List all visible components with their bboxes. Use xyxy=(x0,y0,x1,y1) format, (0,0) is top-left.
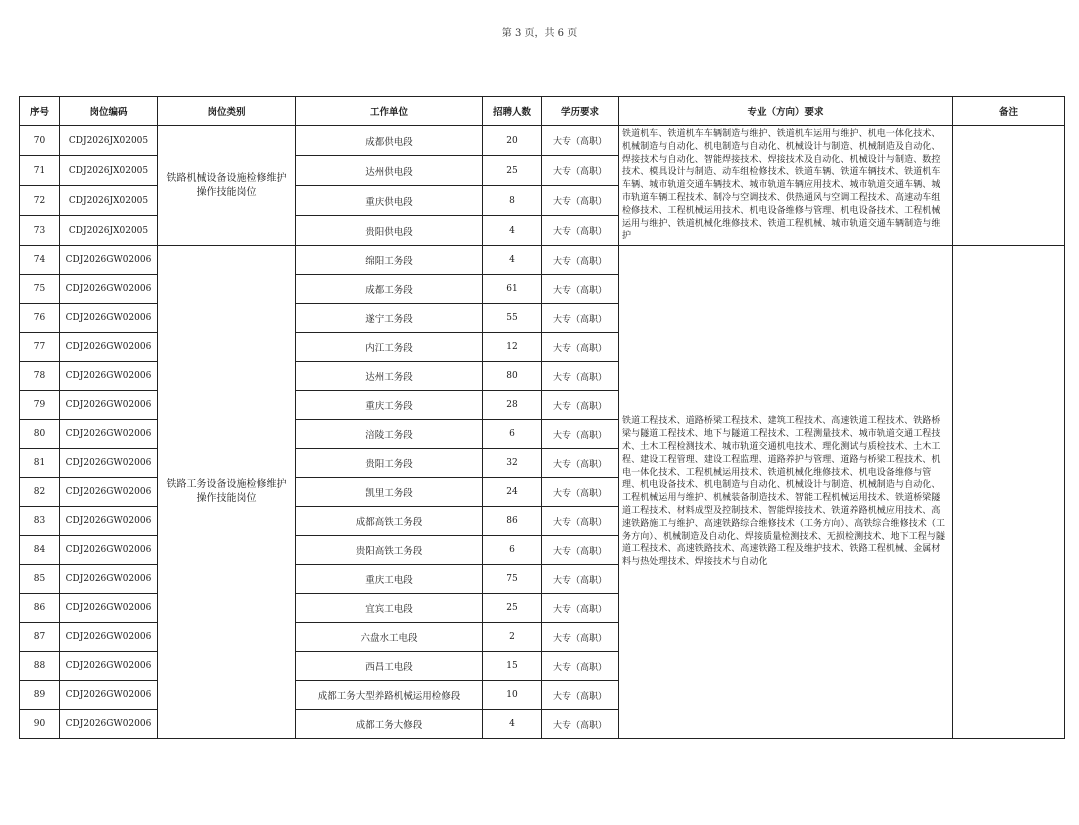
position-code-cell: CDJ2026JX02005 xyxy=(60,156,158,186)
work-unit-cell: 贵阳供电段 xyxy=(296,216,483,246)
remarks-cell xyxy=(953,126,1065,246)
recruit-count-cell: 28 xyxy=(483,391,542,420)
position-code-cell: CDJ2026GW02006 xyxy=(60,333,158,362)
header-work-unit: 工作单位 xyxy=(296,97,483,126)
work-unit-cell: 重庆工电段 xyxy=(296,565,483,594)
major-requirement-cell: 铁道机车、铁道机车车辆制造与维护、铁道机车运用与维护、机电一体化技术、机械制造与自动化、机电制造与自动化、机械设计与制造、机械制造及自动化、焊接技术与自动化、智能焊接技术、焊接技术及自动化、机械设计与制造、数控技术、模具设计与制造、动车组检修技术、铁道车辆、铁道车辆技术、铁道机车车辆、城市轨道交通车辆技术、城市轨道车辆应用技术、城市轨道交通车辆、城市轨道车辆工程技术、制冷与空调技术、供热通风与空调工程技术、高速动车组检修技术、工程机械运用技术、机电设备维修与管理、机电设备技术、工程机械运用与维护、铁道机械化维修技术、铁道工程机械、城市轨道交通车辆制造与维护 xyxy=(619,126,953,246)
table-row xyxy=(20,246,1065,275)
position-code-cell: CDJ2026GW02006 xyxy=(60,246,158,275)
work-unit-cell: 六盘水工电段 xyxy=(296,623,483,652)
work-unit-cell: 内江工务段 xyxy=(296,333,483,362)
position-code-cell: CDJ2026GW02006 xyxy=(60,478,158,507)
work-unit-cell: 成都工务段 xyxy=(296,275,483,304)
work-unit-cell: 成都工务大修段 xyxy=(296,710,483,739)
position-code-cell: CDJ2026GW02006 xyxy=(60,507,158,536)
serial-no-cell: 72 xyxy=(20,186,60,216)
recruit-count-cell: 4 xyxy=(483,710,542,739)
education-cell: 大专（高职） xyxy=(542,362,619,391)
serial-no-cell: 75 xyxy=(20,275,60,304)
serial-no-cell: 90 xyxy=(20,710,60,739)
education-cell: 大专（高职） xyxy=(542,126,619,156)
major-requirement-cell: 铁道工程技术、道路桥梁工程技术、建筑工程技术、高速铁道工程技术、铁路桥梁与隧道工程技术、地下与隧道工程技术、工程测量技术、城市轨道交通工程技术、土木工程检测技术、城市轨道交通机电技术、理化测试与质检技术、土木工程、建设工程管理、建设工程监理、道路养护与管理、道路与桥梁工程技术、机电一体化技术、工程机械运用技术、铁道机械化维修技术、机电设备维修与管理、机电设备技术、机电制造与自动化、机械设计与制造、机械制造与自动化、工程机械运用与维护、机械装备制造技术、智能工程机械运用技术、铁道桥梁隧道工程技术、材料成型及控制技术、智能焊接技术、铁道养路机械应用技术、高速铁路施工与维护、高速铁路综合维修技术（工务方向）、高铁综合维修技术（工务方向）、机械制造及自动化、焊接质量检测技术、无损检测技术、地下工程与隧道工程技术、高速铁路技术、高速铁路工程及维护技术、铁路工程机械、金属材料与热处理技术、焊接技术与自动化 xyxy=(619,246,953,739)
position-code-cell: CDJ2026GW02006 xyxy=(60,304,158,333)
position-code-cell: CDJ2026JX02005 xyxy=(60,126,158,156)
recruit-count-cell: 6 xyxy=(483,536,542,565)
education-cell: 大专（高职） xyxy=(542,156,619,186)
header-education: 学历要求 xyxy=(542,97,619,126)
table-header-row xyxy=(20,97,1065,126)
work-unit-cell: 成都供电段 xyxy=(296,126,483,156)
education-cell: 大专（高职） xyxy=(542,391,619,420)
serial-no-cell: 78 xyxy=(20,362,60,391)
education-cell: 大专（高职） xyxy=(542,623,619,652)
serial-no-cell: 84 xyxy=(20,536,60,565)
serial-no-cell: 85 xyxy=(20,565,60,594)
position-code-cell: CDJ2026JX02005 xyxy=(60,186,158,216)
serial-no-cell: 87 xyxy=(20,623,60,652)
recruit-count-cell: 4 xyxy=(483,246,542,275)
work-unit-cell: 遂宁工务段 xyxy=(296,304,483,333)
serial-no-cell: 81 xyxy=(20,449,60,478)
header-serial-no: 序号 xyxy=(20,97,60,126)
education-cell: 大专（高职） xyxy=(542,216,619,246)
education-cell: 大专（高职） xyxy=(542,478,619,507)
page-header: 第 3 页，共 6 页 xyxy=(501,28,578,39)
position-code-cell: CDJ2026GW02006 xyxy=(60,594,158,623)
education-cell: 大专（高职） xyxy=(542,420,619,449)
education-cell: 大专（高职） xyxy=(542,333,619,362)
work-unit-cell: 贵阳工务段 xyxy=(296,449,483,478)
position-code-cell: CDJ2026GW02006 xyxy=(60,652,158,681)
header-remarks: 备注 xyxy=(953,97,1065,126)
education-cell: 大专（高职） xyxy=(542,186,619,216)
recruit-count-cell: 24 xyxy=(483,478,542,507)
serial-no-cell: 71 xyxy=(20,156,60,186)
education-cell: 大专（高职） xyxy=(542,594,619,623)
serial-no-cell: 70 xyxy=(20,126,60,156)
work-unit-cell: 西昌工电段 xyxy=(296,652,483,681)
recruit-count-cell: 15 xyxy=(483,652,542,681)
recruit-count-cell: 2 xyxy=(483,623,542,652)
header-recruit-count: 招聘人数 xyxy=(483,97,542,126)
work-unit-cell: 成都高铁工务段 xyxy=(296,507,483,536)
table-body xyxy=(20,126,1065,739)
recruit-count-cell: 86 xyxy=(483,507,542,536)
position-code-cell: CDJ2026GW02006 xyxy=(60,420,158,449)
work-unit-cell: 重庆工务段 xyxy=(296,391,483,420)
serial-no-cell: 88 xyxy=(20,652,60,681)
serial-no-cell: 73 xyxy=(20,216,60,246)
recruit-count-cell: 25 xyxy=(483,594,542,623)
header-position-code: 岗位编码 xyxy=(60,97,158,126)
education-cell: 大专（高职） xyxy=(542,565,619,594)
recruitment-table xyxy=(19,96,1065,739)
header-position-category: 岗位类别 xyxy=(158,97,296,126)
serial-no-cell: 89 xyxy=(20,681,60,710)
recruit-count-cell: 4 xyxy=(483,216,542,246)
serial-no-cell: 79 xyxy=(20,391,60,420)
education-cell: 大专（高职） xyxy=(542,304,619,333)
position-code-cell: CDJ2026GW02006 xyxy=(60,391,158,420)
position-code-cell: CDJ2026GW02006 xyxy=(60,449,158,478)
recruit-count-cell: 20 xyxy=(483,126,542,156)
education-cell: 大专（高职） xyxy=(542,275,619,304)
recruit-count-cell: 8 xyxy=(483,186,542,216)
education-cell: 大专（高职） xyxy=(542,652,619,681)
education-cell: 大专（高职） xyxy=(542,246,619,275)
work-unit-cell: 达州供电段 xyxy=(296,156,483,186)
serial-no-cell: 86 xyxy=(20,594,60,623)
education-cell: 大专（高职） xyxy=(542,710,619,739)
recruit-count-cell: 32 xyxy=(483,449,542,478)
serial-no-cell: 83 xyxy=(20,507,60,536)
position-code-cell: CDJ2026GW02006 xyxy=(60,623,158,652)
work-unit-cell: 宜宾工电段 xyxy=(296,594,483,623)
table-row xyxy=(20,126,1065,156)
remarks-cell xyxy=(953,246,1065,739)
education-cell: 大专（高职） xyxy=(542,681,619,710)
position-category-cell: 铁路机械设备设施检修维护操作技能岗位 xyxy=(158,126,296,246)
position-code-cell: CDJ2026GW02006 xyxy=(60,362,158,391)
position-code-cell: CDJ2026GW02006 xyxy=(60,681,158,710)
work-unit-cell: 成都工务大型养路机械运用检修段 xyxy=(296,681,483,710)
position-code-cell: CDJ2026GW02006 xyxy=(60,275,158,304)
position-code-cell: CDJ2026JX02005 xyxy=(60,216,158,246)
recruit-count-cell: 80 xyxy=(483,362,542,391)
recruit-count-cell: 25 xyxy=(483,156,542,186)
recruit-count-cell: 12 xyxy=(483,333,542,362)
position-code-cell: CDJ2026GW02006 xyxy=(60,536,158,565)
education-cell: 大专（高职） xyxy=(542,507,619,536)
position-code-cell: CDJ2026GW02006 xyxy=(60,710,158,739)
serial-no-cell: 80 xyxy=(20,420,60,449)
recruit-count-cell: 55 xyxy=(483,304,542,333)
position-category-cell: 铁路工务设备设施检修维护操作技能岗位 xyxy=(158,246,296,739)
recruit-count-cell: 75 xyxy=(483,565,542,594)
serial-no-cell: 82 xyxy=(20,478,60,507)
work-unit-cell: 涪陵工务段 xyxy=(296,420,483,449)
recruit-count-cell: 6 xyxy=(483,420,542,449)
education-cell: 大专（高职） xyxy=(542,536,619,565)
work-unit-cell: 贵阳高铁工务段 xyxy=(296,536,483,565)
work-unit-cell: 绵阳工务段 xyxy=(296,246,483,275)
serial-no-cell: 77 xyxy=(20,333,60,362)
work-unit-cell: 凯里工务段 xyxy=(296,478,483,507)
position-code-cell: CDJ2026GW02006 xyxy=(60,565,158,594)
recruit-count-cell: 10 xyxy=(483,681,542,710)
serial-no-cell: 76 xyxy=(20,304,60,333)
serial-no-cell: 74 xyxy=(20,246,60,275)
header-major-requirement: 专业（方向）要求 xyxy=(619,97,953,126)
recruit-count-cell: 61 xyxy=(483,275,542,304)
work-unit-cell: 重庆供电段 xyxy=(296,186,483,216)
work-unit-cell: 达州工务段 xyxy=(296,362,483,391)
education-cell: 大专（高职） xyxy=(542,449,619,478)
